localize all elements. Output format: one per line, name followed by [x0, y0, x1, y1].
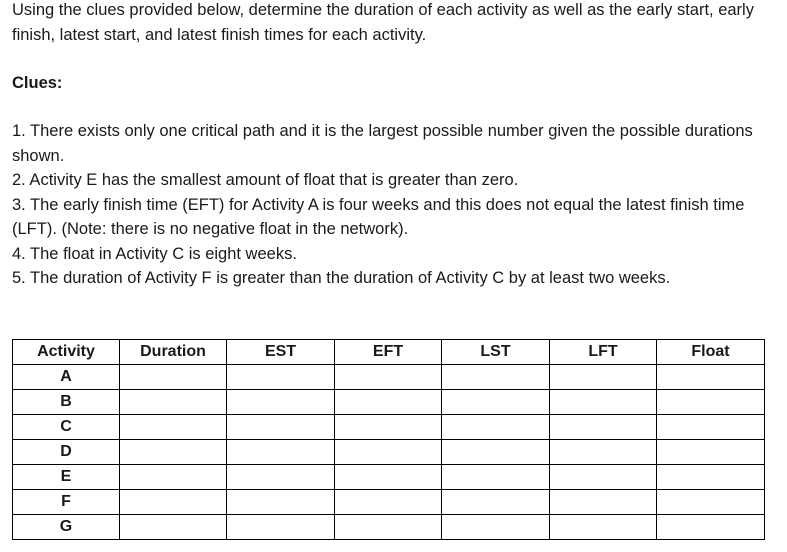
clue-2: 2. Activity E has the smallest amount of float that is greater than zero. [12, 171, 519, 189]
float-cell[interactable] [657, 515, 765, 540]
lst-cell[interactable] [442, 440, 550, 465]
est-cell[interactable] [227, 490, 335, 515]
eft-cell[interactable] [335, 515, 442, 540]
lft-cell[interactable] [550, 465, 657, 490]
lst-cell[interactable] [442, 515, 550, 540]
activity-cell: G [13, 515, 120, 540]
table-row [13, 365, 765, 390]
header-duration: Duration [120, 340, 227, 365]
lst-cell[interactable] [442, 365, 550, 390]
table-row [13, 390, 765, 415]
clues-heading: Clues: [12, 74, 63, 92]
duration-cell[interactable] [120, 415, 227, 440]
float-cell[interactable] [657, 365, 765, 390]
lft-cell[interactable] [550, 490, 657, 515]
eft-cell[interactable] [335, 415, 442, 440]
header-lst: LST [442, 340, 550, 365]
duration-cell[interactable] [120, 440, 227, 465]
lst-cell[interactable] [442, 415, 550, 440]
est-cell[interactable] [227, 465, 335, 490]
duration-cell[interactable] [120, 515, 227, 540]
activity-cell: A [13, 365, 120, 390]
duration-cell[interactable] [120, 490, 227, 515]
lft-cell[interactable] [550, 365, 657, 390]
clue-5: 5. The duration of Activity F is greater than the duration of Activity C by at least two weeks. [12, 269, 671, 287]
clue-3: 3. The early finish time (EFT) for Activity A is four weeks and this does not equal the latest finish time (LFT). (Note: there is no negative float in the network). [12, 195, 745, 238]
duration-cell[interactable] [120, 465, 227, 490]
lst-cell[interactable] [442, 390, 550, 415]
activity-cell: C [13, 415, 120, 440]
header-float: Float [657, 340, 765, 365]
table-row [13, 415, 765, 440]
table-row [13, 440, 765, 465]
est-cell[interactable] [227, 415, 335, 440]
header-activity: Activity [13, 340, 120, 365]
table-header-row [13, 340, 765, 365]
activity-table [12, 339, 765, 540]
lft-cell[interactable] [550, 515, 657, 540]
eft-cell[interactable] [335, 490, 442, 515]
float-cell[interactable] [657, 415, 765, 440]
lst-cell[interactable] [442, 465, 550, 490]
eft-cell[interactable] [335, 440, 442, 465]
est-cell[interactable] [227, 515, 335, 540]
activity-cell: D [13, 440, 120, 465]
float-cell[interactable] [657, 440, 765, 465]
float-cell[interactable] [657, 465, 765, 490]
header-est: EST [227, 340, 335, 365]
header-eft: EFT [335, 340, 442, 365]
activity-cell: B [13, 390, 120, 415]
table-row [13, 490, 765, 515]
eft-cell[interactable] [335, 390, 442, 415]
clue-1: 1. There exists only one critical path and it is the largest possible number given the possible durations shown. [12, 122, 753, 165]
clues-list [12, 119, 772, 291]
clue-4: 4. The float in Activity C is eight weeks. [12, 244, 297, 263]
duration-cell[interactable] [120, 365, 227, 390]
est-cell[interactable] [227, 440, 335, 465]
lst-cell[interactable] [442, 490, 550, 515]
lft-cell[interactable] [550, 415, 657, 440]
activity-cell: E [13, 465, 120, 490]
lft-cell[interactable] [550, 390, 657, 415]
header-lft: LFT [550, 340, 657, 365]
table-row [13, 515, 765, 540]
est-cell[interactable] [227, 365, 335, 390]
eft-cell[interactable] [335, 465, 442, 490]
est-cell[interactable] [227, 390, 335, 415]
duration-cell[interactable] [120, 390, 227, 415]
activity-cell: F [13, 490, 120, 515]
lft-cell[interactable] [550, 440, 657, 465]
eft-cell[interactable] [335, 365, 442, 390]
float-cell[interactable] [657, 490, 765, 515]
instructions-text: Using the clues provided below, determine the duration of each activity as well as the early start, early finish, latest start, and latest finish times for each activity. [12, 1, 754, 44]
float-cell[interactable] [657, 390, 765, 415]
table-row [13, 465, 765, 490]
